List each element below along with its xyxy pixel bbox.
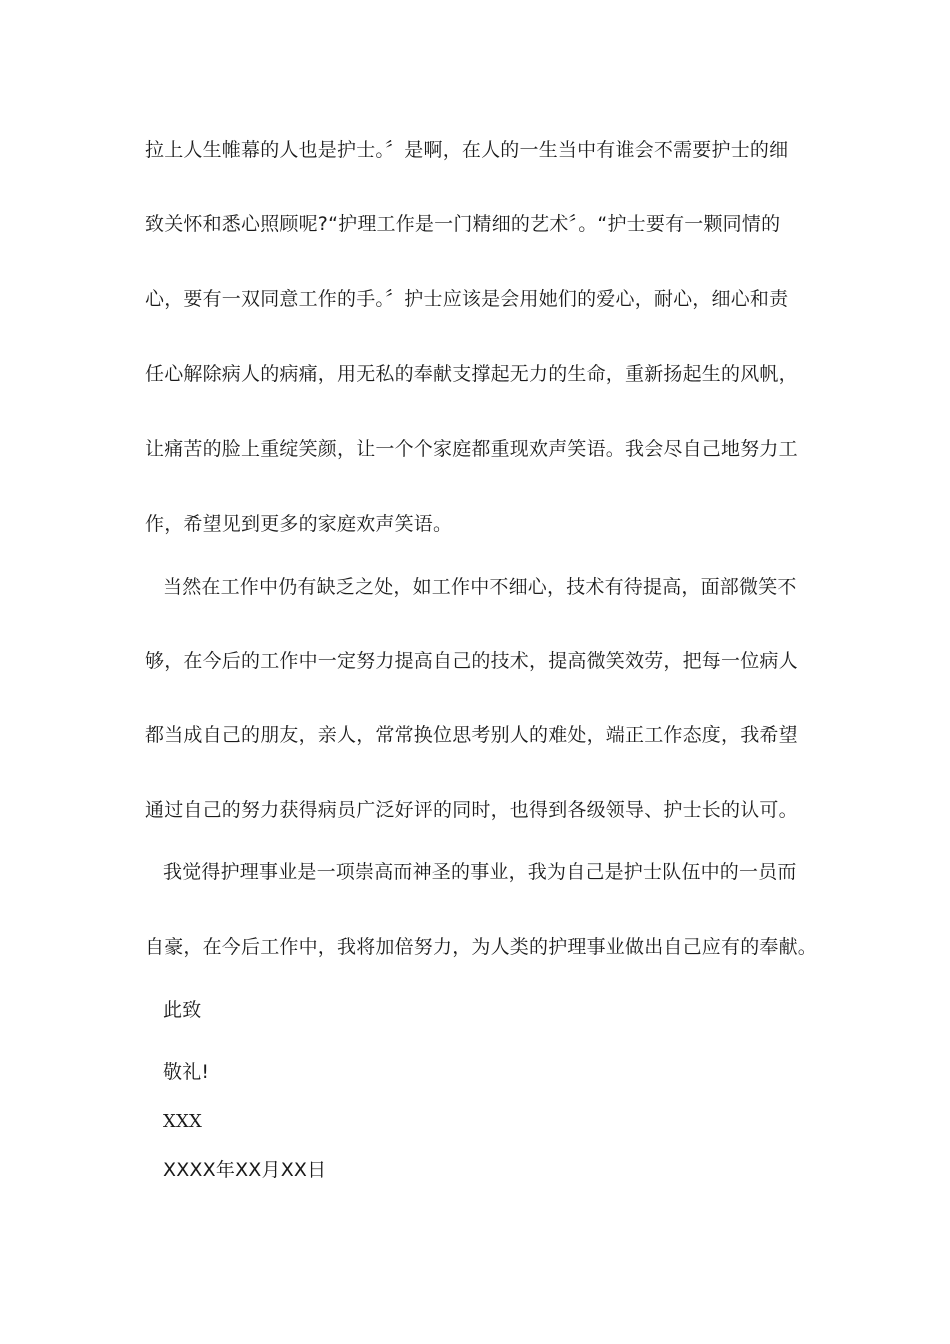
salutation-line: 敬礼! <box>163 1061 210 1083</box>
body-text-line: 任心解除病人的病痛，用无私的奉献支撑起无力的生命，重新扬起生的风帆， <box>145 363 798 385</box>
date-line: XXXX年XX月XX日 <box>163 1159 327 1181</box>
body-text-line: 致关怀和悉心照顾呢?“护理工作是一门精细的艺术〞。“护士要有一颗同情的 <box>145 213 781 235</box>
closing-line: 此致 <box>163 999 202 1021</box>
body-text-line: 让痛苦的脸上重绽笑颜，让一个个家庭都重现欢声笑语。我会尽自己地努力工 <box>145 438 798 460</box>
body-text-line: 当然在工作中仍有缺乏之处，如工作中不细心，技术有待提高，面部微笑不 <box>163 576 797 598</box>
signature-line: XXX <box>163 1111 203 1132</box>
body-text-line: 自豪，在今后工作中，我将加倍努力，为人类的护理事业做出自己应有的奉献。 <box>145 936 818 958</box>
body-text-line: 通过自己的努力获得病员广泛好评的同时，也得到各级领导、护士长的认可。 <box>145 799 798 821</box>
body-text-line: 够，在今后的工作中一定努力提高自己的技术，提高微笑效劳，把每一位病人 <box>145 650 798 672</box>
body-text-line: 拉上人生帷幕的人也是护士。〞是啊，在人的一生当中有谁会不需要护士的细 <box>145 139 789 161</box>
body-text-line: 心，要有一双同意工作的手。〞护士应该是会用她们的爱心，耐心，细心和责 <box>145 288 789 310</box>
body-text-line: 我觉得护理事业是一项崇高而神圣的事业，我为自己是护士队伍中的一员而 <box>163 861 797 883</box>
body-text-line: 都当成自己的朋友，亲人，常常换位思考别人的难处，端正工作态度，我希望 <box>145 724 798 746</box>
body-text-line: 作，希望见到更多的家庭欢声笑语。 <box>145 513 453 535</box>
